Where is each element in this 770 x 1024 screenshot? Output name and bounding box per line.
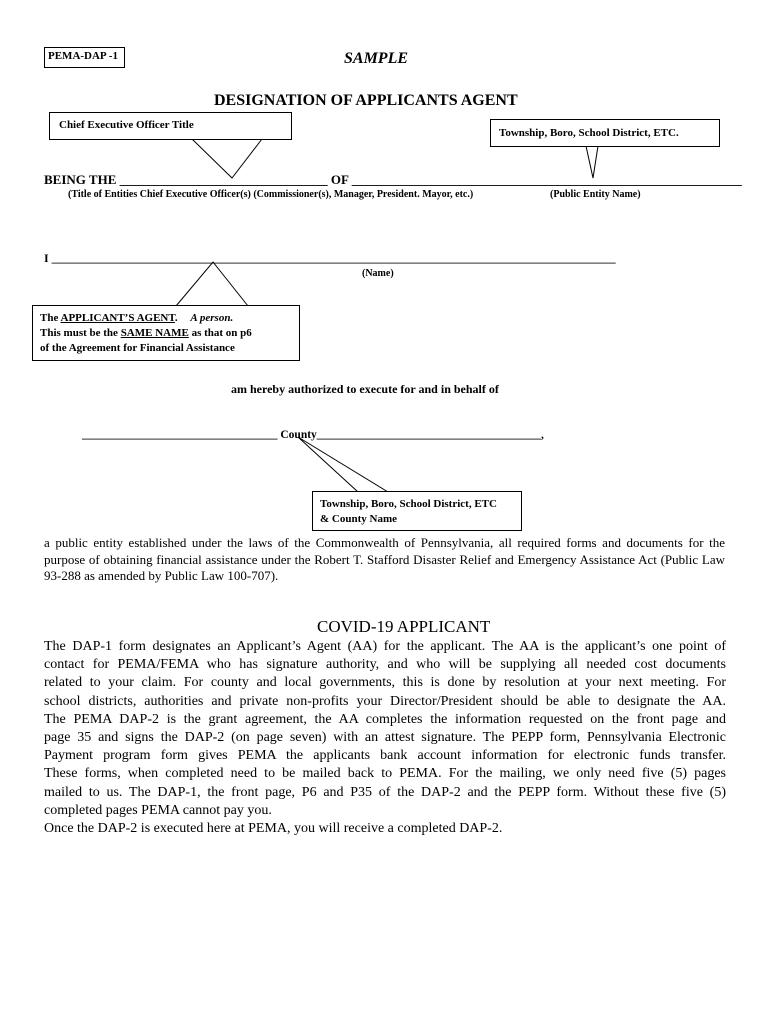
- covid-line: contact for PEMA/FEMA who has signature authority, and who will be supplying all needed cost documents: [44, 657, 726, 673]
- public-entity-caption: (Public Entity Name): [550, 189, 641, 200]
- entity-type-callout-text: Township, Boro, School District, ETC.: [499, 127, 679, 139]
- covid-line: school districts, authorities and private non-profits your Director/President should be able to designate the AA.: [44, 693, 726, 709]
- agent-line2-b: as that on p6: [191, 327, 252, 339]
- sample-label: SAMPLE: [344, 50, 409, 67]
- county-callout-line1: Township, Boro, School District, ETC: [320, 498, 497, 510]
- agent-line2-a: This must be the: [40, 327, 118, 339]
- applicant-agent-callout: [32, 305, 300, 361]
- covid-line: mailed to us. The DAP-1, the front page, P6 and P35 of the DAP-2 and the PEPP form. Without these five (5): [44, 784, 726, 800]
- entity-type-callout: [490, 119, 720, 147]
- covid-line: The DAP-1 form designates an Applicant’s Agent (AA) for the applicant. The AA is the applicant’s one point of: [44, 639, 726, 654]
- agent-name-line: I ______________________________________________________________________________________________: [44, 251, 616, 265]
- agent-same-name: SAME NAME: [120, 327, 189, 339]
- ceo-title-callout-text: Chief Executive Officer Title: [59, 119, 194, 131]
- county-callout-pointer: [298, 437, 388, 492]
- covid-line: completed pages PEMA cannot pay you.: [44, 802, 272, 818]
- agent-callout-line1: [40, 312, 233, 324]
- agent-suffix: .: [174, 312, 178, 324]
- agent-person: A person.: [190, 312, 234, 324]
- covid-line: The PEMA DAP-2 is the grant agreement, the AA completes the information requested on the front page and: [44, 711, 726, 727]
- covid-line: Payment program form gives PEMA the applicants bank account information for electronic funds transfer.: [44, 748, 726, 764]
- form-id-box: [44, 47, 125, 68]
- covid-line: Once the DAP-2 is executed here at PEMA, you will receive a completed DAP-2.: [44, 821, 503, 837]
- public-entity-paragraph: a public entity established under the laws of the Commonwealth of Pennsylvania, all required forms and documents for the purpose of obtaining financial assistance under the Robert T. Stafford Disaster Relief and Emergency Assistance Act (Public Law 93-288 as amended by Public Law 100-707).: [44, 535, 725, 584]
- covid-heading: COVID-19 APPLICANT: [317, 617, 491, 636]
- agent-callout-line2: [40, 327, 252, 339]
- county-line: __________________________________ County_______________________________________,: [82, 429, 544, 441]
- agent-callout-line3: of the Agreement for Financial Assistance: [40, 342, 235, 354]
- covid-line: page 35 and signs the DAP-2 (on page seven) with an attest signature. The PEPP form, Pennsylvania Electronic: [44, 730, 726, 746]
- county-callout: [312, 491, 522, 531]
- being-caption: (Title of Entities Chief Executive Officer(s) (Commissioner(s), Manager, President. Mayor, etc.): [68, 189, 474, 200]
- covid-line: These forms, when completed need to be mailed back to PEMA. For the mailing, we only need five (5) pages: [44, 766, 726, 782]
- name-caption: (Name): [362, 268, 394, 279]
- being-the-line: BEING THE ________________________________ OF ____________________________________________________________: [44, 172, 742, 187]
- authorized-text: am hereby authorized to execute for and in behalf of: [231, 382, 499, 396]
- county-callout-line2: & County Name: [320, 513, 397, 525]
- ceo-title-callout: [49, 112, 292, 140]
- form-id: PEMA-DAP -1: [48, 50, 118, 62]
- agent-prefix: The: [40, 312, 59, 324]
- covid-paragraph: [44, 638, 726, 838]
- agent-label: APPLICANT’S AGENT: [60, 312, 175, 324]
- page-title: DESIGNATION OF APPLICANTS AGENT: [214, 92, 518, 109]
- agent-callout-pointer: [176, 262, 248, 306]
- covid-line: related to your claim. For county and local governments, this is done by resolution at your next meeting. For: [44, 675, 726, 691]
